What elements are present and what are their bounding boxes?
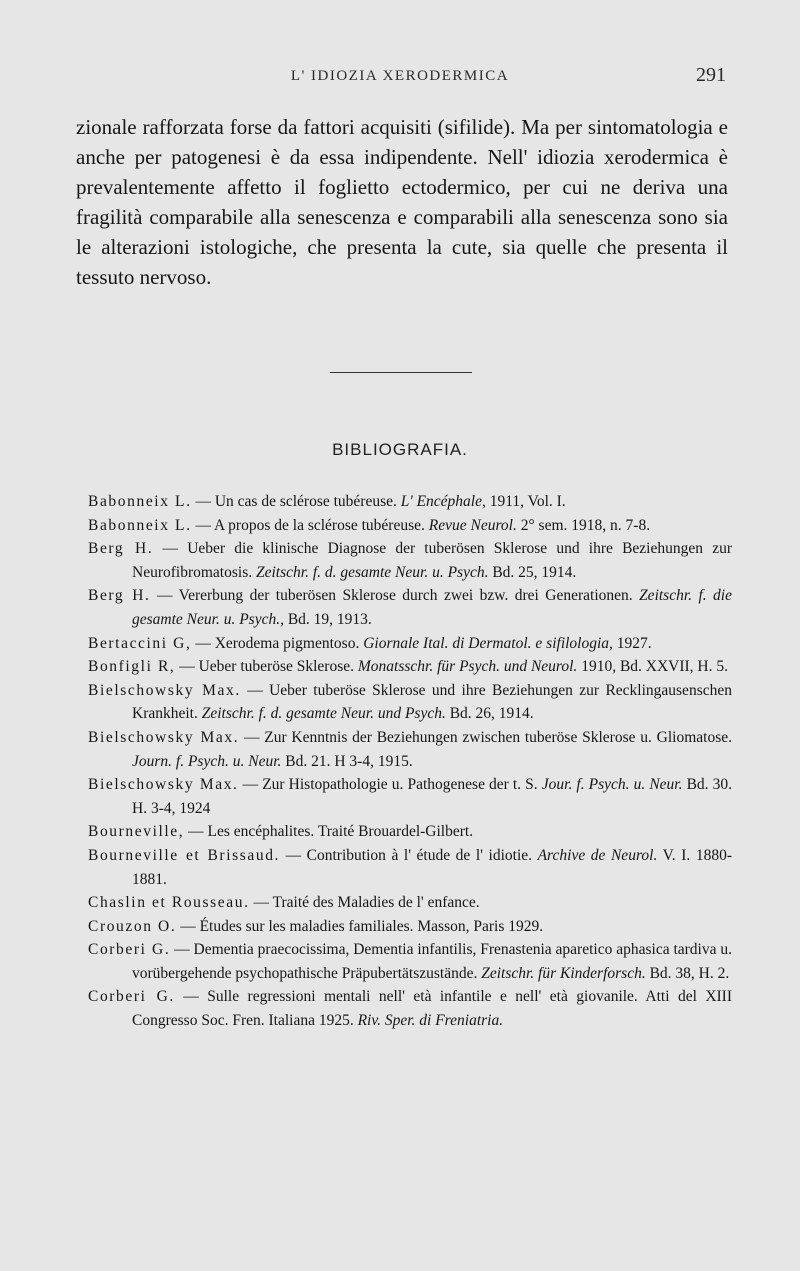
entry-text: — Zur Kenntnis der Beziehungen zwischen tuberöse Sklerose u. Gliomatose. xyxy=(239,728,732,746)
section-divider xyxy=(330,372,472,373)
bibliography-entry xyxy=(88,514,732,538)
entry-author: Berg H. xyxy=(88,587,151,605)
bibliography-entry xyxy=(88,655,732,679)
entry-text: — Ueber tuberöse Sklerose und ihre Beziehungen zur Recklingausenschen Krankheit. xyxy=(132,681,732,723)
bibliography-heading: BIBLIOGRAFIA. xyxy=(332,440,468,459)
entry-author: Bourneville, xyxy=(88,823,185,841)
body-paragraph: zionale rafforzata forse da fattori acquisiti (sifilide). Ma per sintomatologia e anche per patogenesi è da essa indipendente. Nell' idiozia xerodermica è prevalentemente affetto il foglietto ectodermico, per cui ne deriva una fragilità comparabile alla senescenza e comparabili alla senescenza sono sia le alterazioni istologiche, che presenta la cute, sia quelle che presenta il tessuto nervoso. xyxy=(76,115,728,289)
entry-author: Bielschowsky Max. xyxy=(88,728,240,746)
entry-journal: Zeitschr. f. d. gesamte Neur. und Psych. xyxy=(201,705,446,723)
entry-journal: Archive de Neurol. xyxy=(537,846,658,864)
entry-text: — Vererbung der tuberösen Sklerose durch zwei bzw. drei Generationen. xyxy=(150,587,640,605)
entry-author: Bielschowsky Max. xyxy=(88,776,239,794)
entry-author: Bielschowsky Max. xyxy=(88,681,241,699)
bibliography-entry xyxy=(88,632,732,656)
entry-text: — Ueber die klinische Diagnose der tuberösen Sklerose und ihre Beziehungen zur Neurofibromatosis. xyxy=(132,540,732,581)
entry-text: — Dementia praecocissima, Dementia infantilis, Frenastenia aparetico aphasica tardiva u. vorübergehende psychopathische Präpubertätszustände. xyxy=(132,941,732,982)
entry-details: V. I. 1880-1881. xyxy=(132,846,733,888)
entry-author: Berg H. xyxy=(88,540,154,558)
entry-text: — Ueber tuberöse Sklerose. xyxy=(175,658,358,676)
entry-author: Bonfigli R, xyxy=(88,658,176,676)
bibliography-entry xyxy=(88,985,732,1032)
entry-journal: Zeitschr. für Kinderforsch. xyxy=(481,964,646,982)
bibliography-entry xyxy=(88,726,732,773)
entry-details: Bd. 30. H. 3-4, 1924 xyxy=(132,776,733,817)
entry-text: — Un cas de sclérose tubéreuse. xyxy=(191,493,401,510)
bibliography-entry xyxy=(88,915,732,939)
entry-journal: Monatsschr. für Psych. und Neurol. xyxy=(357,658,578,676)
entry-details: 1910, Bd. XXVII, H. 5. xyxy=(577,658,728,676)
entry-journal: Journ. f. Psych. u. Neur. xyxy=(132,752,282,770)
entry-author: Corberi G. xyxy=(88,941,171,959)
running-title: L' IDIOZIA XERODERMICA xyxy=(290,68,510,84)
bibliography-list xyxy=(88,490,732,1033)
bibliography-entry xyxy=(88,537,732,584)
entry-author: Bourneville et Brissaud. xyxy=(88,846,281,864)
entry-details: Bd. 38, H. 2. xyxy=(645,964,730,982)
entry-author: Babonneix L. xyxy=(88,516,192,534)
bibliography-entry xyxy=(88,584,732,631)
bibliography-entry xyxy=(88,938,732,985)
entry-author: Corberi G. xyxy=(88,988,175,1006)
entry-text: — Sulle regressioni mentali nell' età infantile e nell' età giovanile. Atti del XIII Congresso Soc. Fren. Italiana 1925. xyxy=(132,988,732,1030)
entry-journal: Revue Neurol. xyxy=(428,516,517,534)
entry-details: 1927. xyxy=(612,634,652,652)
entry-text: — A propos de la sclérose tubéreuse. xyxy=(191,516,429,534)
entry-journal: Jour. f. Psych. u. Neur. xyxy=(541,776,683,794)
entry-details: Bd. 19, 1913. xyxy=(283,610,372,628)
bibliography-entry xyxy=(88,844,732,891)
bibliography-entry xyxy=(88,773,732,820)
entry-author: Chaslin et Rousseau. xyxy=(88,894,250,912)
entry-text: — Contribution à l' étude de l' idiotie. xyxy=(280,846,538,864)
entry-text: — Xerodema pigmentoso. xyxy=(191,634,364,652)
entry-details: Bd. 26, 1914. xyxy=(445,705,534,723)
entry-text: — Études sur les maladies familiales. Masson, Paris 1929. xyxy=(176,917,544,935)
entry-details: 2° sem. 1918, n. 7-8. xyxy=(516,516,651,534)
entry-text: — Les encéphalites. Traité Brouardel-Gilbert. xyxy=(184,823,474,841)
bibliography-entry xyxy=(88,490,732,514)
entry-journal: Giornale Ital. di Dermatol. e sifilologia, xyxy=(363,634,613,652)
entry-author: Bertaccini G, xyxy=(88,634,192,652)
entry-details: Bd. 25, 1914. xyxy=(488,563,577,581)
entry-journal: Riv. Sper. di Freniatria. xyxy=(357,1012,504,1030)
entry-details: Bd. 21. H 3-4, 1915. xyxy=(281,752,413,770)
entry-text: — Zur Histopathologie u. Pathogenese der t. S. xyxy=(238,776,542,794)
entry-journal: L' Encéphale, xyxy=(400,493,486,510)
bibliography-entry xyxy=(88,679,732,726)
page-number: 291 xyxy=(696,64,726,86)
entry-author: Babonneix L. xyxy=(88,493,192,510)
bibliography-entry xyxy=(88,820,732,844)
bibliography-entry xyxy=(88,891,732,915)
entry-journal: Zeitschr. f. die gesamte Neur. u. Psych., xyxy=(132,587,732,628)
entry-text: — Traité des Maladies de l' enfance. xyxy=(249,894,480,912)
entry-details: 1911, Vol. I. xyxy=(485,493,566,510)
body-text xyxy=(76,112,728,292)
entry-journal: Zeitschr. f. d. gesamte Neur. u. Psych. xyxy=(255,563,489,581)
entry-author: Crouzon O. xyxy=(88,917,177,935)
